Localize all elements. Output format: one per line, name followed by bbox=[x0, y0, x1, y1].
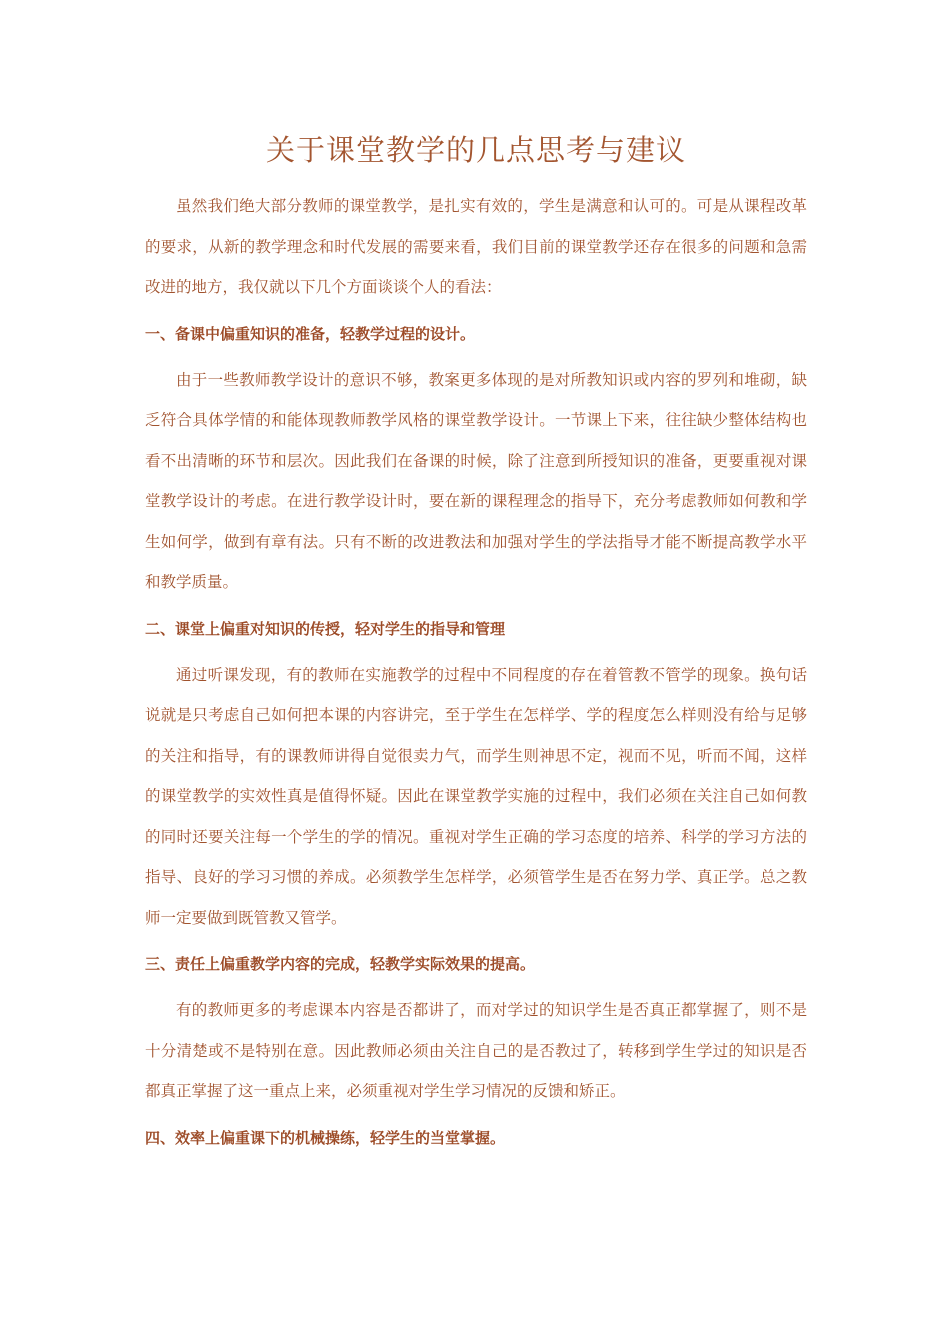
document-body bbox=[145, 128, 807, 1164]
intro-paragraph: 虽然我们绝大部分教师的课堂教学，是扎实有效的，学生是满意和认可的。可是从课程改革的要求，从新的教学理念和时代发展的需要来看，我们目前的课堂教学还存在很多的问题和急需改进的地方，我仅就以下几个方面谈谈个人的看法： bbox=[145, 197, 807, 296]
section-4-heading: 四、效率上偏重课下的机械操练，轻学生的当堂掌握。 bbox=[145, 1128, 506, 1147]
section-3-heading: 三、责任上偏重教学内容的完成，轻教学实际效果的提高。 bbox=[145, 955, 536, 973]
section-1-heading: 一、备课中偏重知识的准备，轻教学过程的设计。 bbox=[145, 324, 476, 343]
document-title: 关于课堂教学的几点思考与建议 bbox=[265, 133, 686, 167]
section-2-paragraph: 通过听课发现，有的教师在实施教学的过程中不同程度的存在着管教不管学的现象。换句话说就是只考虑自己如何把本课的内容讲完，至于学生在怎样学、学的程度怎么样则没有给与足够的关注和指导，有的课教师讲得自觉很卖力气，而学生则神思不定，视而不见，听而不闻，这样的课堂教学的实效性真是值得怀疑。因此在课堂教学实施的过程中，我们必须在关注自己如何教的同时还要关注每一个学生的学的情况。重视对学生正确的学习态度的培养、科学的学习方法的指导、良好的学习习惯的养成。必须教学生怎样学，必须管学生是否在努力学、真正学。总之教师一定要做到既管教又管学。 bbox=[145, 665, 807, 927]
section-2-heading: 二、课堂上偏重对知识的传授，轻对学生的指导和管理 bbox=[145, 619, 506, 638]
section-3-paragraph: 有的教师更多的考虑课本内容是否都讲了，而对学过的知识学生是否真正都掌握了，则不是十分清楚或不是特别在意。因此教师必须由关注自己的是否教过了，转移到学生学过的知识是否都真正掌握了这一重点上来，必须重视对学生学习情况的反馈和矫正。 bbox=[145, 1001, 807, 1100]
section-1-paragraph: 由于一些教师教学设计的意识不够，教案更多体现的是对所教知识或内容的罗列和堆砌，缺乏符合具体学情的和能体现教师教学风格的课堂教学设计。一节课上下来，往往缺少整体结构也看不出清晰的环节和层次。因此我们在备课的时候，除了注意到所授知识的准备，更要重视对课堂教学设计的考虑。在进行教学设计时，要在新的课程理念的指导下，充分考虑教师如何教和学生如何学，做到有章有法。只有不断的改进教法和加强对学生的学法指导才能不断提高教学水平和教学质量。 bbox=[145, 370, 807, 591]
